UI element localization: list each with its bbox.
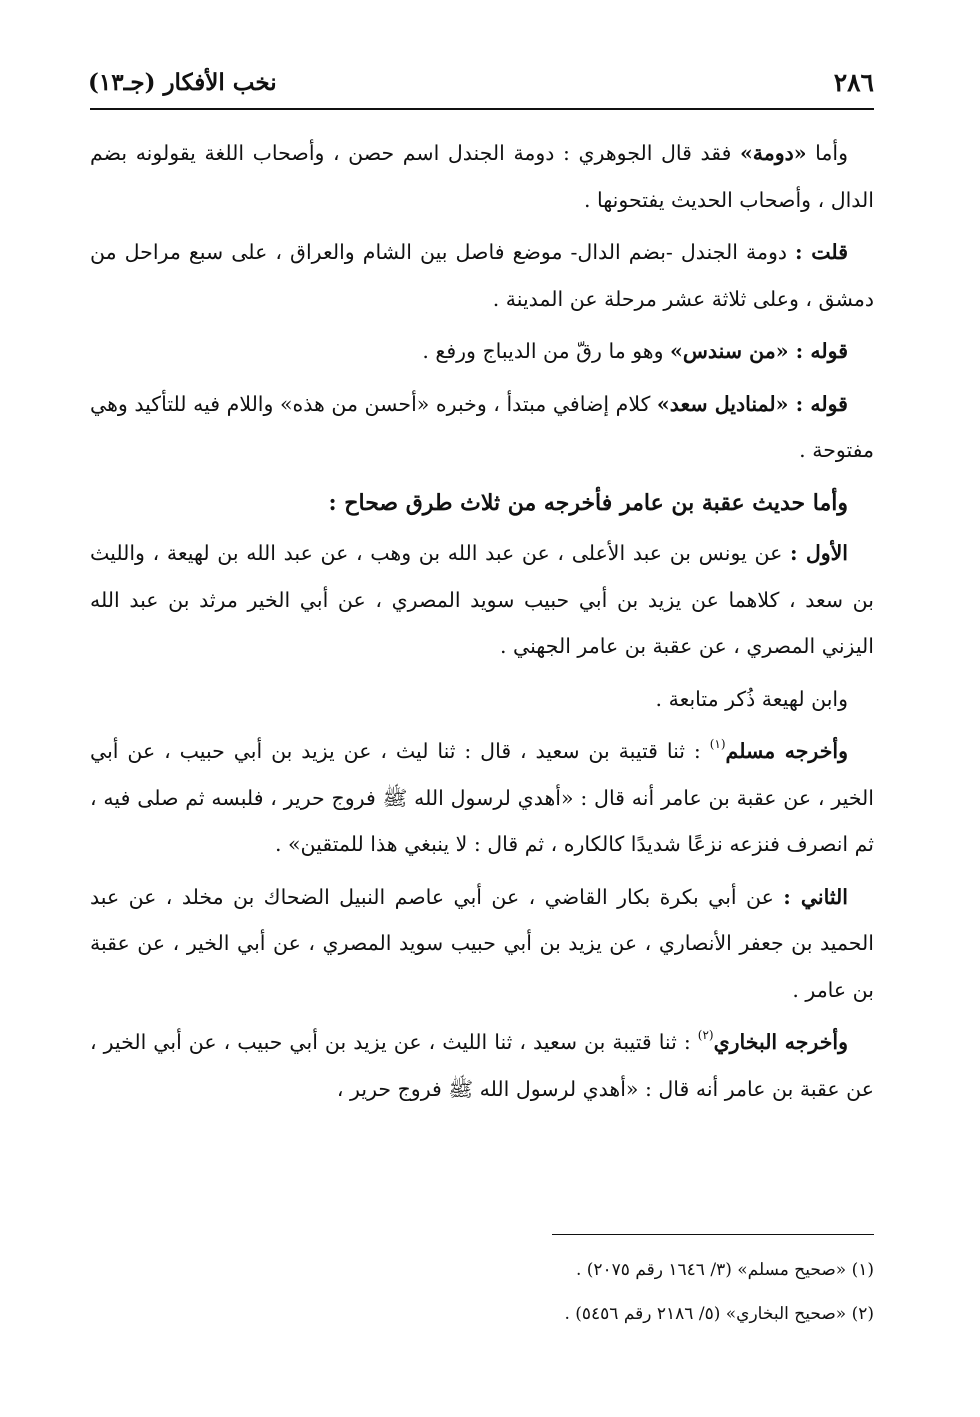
paragraph-text: عن أبي بكرة بكار القاضي ، عن أبي عاصم النبيل الضحاك بن مخلد ، عن عبد الحميد بن جعفر الأنصاري ، عن يزيد بن أبي حبيب سويد المصري ، عن أبي الخير ، عن عقبة بن عامر .	[90, 884, 874, 1002]
footnote-ref: (٢)	[697, 1028, 714, 1042]
paragraph	[90, 229, 874, 322]
paragraph-text: دومة الجندل -بضم الدال- موضع فاصل بين الشام والعراق ، على سبع مراحل من دمشق ، وعلى ثلاثة عشر مرحلة عن المدينة .	[90, 240, 874, 311]
paragraph	[90, 728, 874, 868]
footnote-ref: (١)	[709, 737, 726, 751]
footnote: (١) «صحيح مسلم» (٣/ ١٦٤٦ رقم ٢٠٧٥) .	[575, 1260, 874, 1280]
bold-term: قوله : «من سندس»	[670, 339, 848, 363]
paragraph	[90, 381, 874, 474]
paragraph-text: وأما	[806, 141, 848, 165]
header-divider	[90, 108, 874, 110]
footnote-divider	[552, 1234, 874, 1235]
footnote: (٢) «صحيح البخاري» (٥/ ٢١٨٦ رقم ٥٤٥٦) .	[564, 1304, 874, 1324]
bold-term: قوله : «لمناديل سعد»	[656, 391, 848, 416]
page-number: ٢٨٦	[833, 67, 874, 97]
paragraph	[90, 530, 874, 670]
footnotes	[90, 1248, 874, 1336]
paragraph	[90, 130, 874, 223]
bold-term: وأخرجه البخاري	[713, 1030, 848, 1054]
book-title: نخب الأفكار (جـ١٣)	[88, 68, 277, 96]
running-header	[88, 64, 874, 100]
paragraph-text: فقد قال الجوهري : دومة الجندل اسم حصن ، وأصحاب اللغة يقولونه بضم الدال ، وأصحاب الحديث يفتحونها .	[90, 141, 874, 212]
bold-term: قلت :	[795, 240, 848, 264]
section-heading: وأما حديث عقبة بن عامر فأخرجه من ثلاث طرق صحاح :	[328, 489, 848, 516]
paragraph-text: : ثنا قتيبة بن سعيد ، قال : ثنا ليث ، عن يزيد بن أبي حبيب ، عن أبي الخير ، عن عقبة بن عامر أنه قال : «أهدي لرسول الله ﷺ فروج حرير ، فلبسه ثم صلى فيه ، ثم انصرف فنزعه نزعًا شديدًا كالكاره ، ثم قال : لا ينبغي هذا للمتقين» .	[90, 739, 874, 856]
paragraph	[90, 328, 874, 375]
main-text	[90, 130, 874, 1118]
paragraph	[90, 1019, 874, 1112]
paragraph-text: عن يونس بن عبد الأعلى ، عن عبد الله بن وهب ، عن عبد الله بن لهيعة ، والليث بن سعد ، كلاهما عن يزيد بن أبي حبيب سويد المصري ، عن أبي الخير مرثد بن عبد الله اليزني المصري ، عن عقبة بن عامر الجهني .	[90, 541, 874, 658]
bold-term: وأخرجه مسلم	[725, 739, 849, 763]
paragraph-text: كلام إضافي مبتدأ ، وخبره «أحسن من هذه» واللام فيه للتأكيد وهي مفتوحة .	[90, 391, 874, 462]
bold-term: الثاني :	[783, 884, 848, 909]
paragraph-text: وهو ما رقّ من الديباج ورفع .	[422, 339, 671, 363]
bold-term: «دومة»	[739, 141, 807, 165]
paragraph: وابن لهيعة ذُكر متابعة .	[655, 686, 848, 711]
paragraph	[90, 874, 874, 1014]
bold-term: الأول :	[789, 541, 848, 565]
paragraph-text: : ثنا قتيبة بن سعيد ، ثنا الليث ، عن يزيد بن أبي حبيب ، عن أبي الخير ، عن عقبة بن عامر أنه قال : «أهدي لرسول الله ﷺ فروج حرير ،	[90, 1030, 874, 1101]
